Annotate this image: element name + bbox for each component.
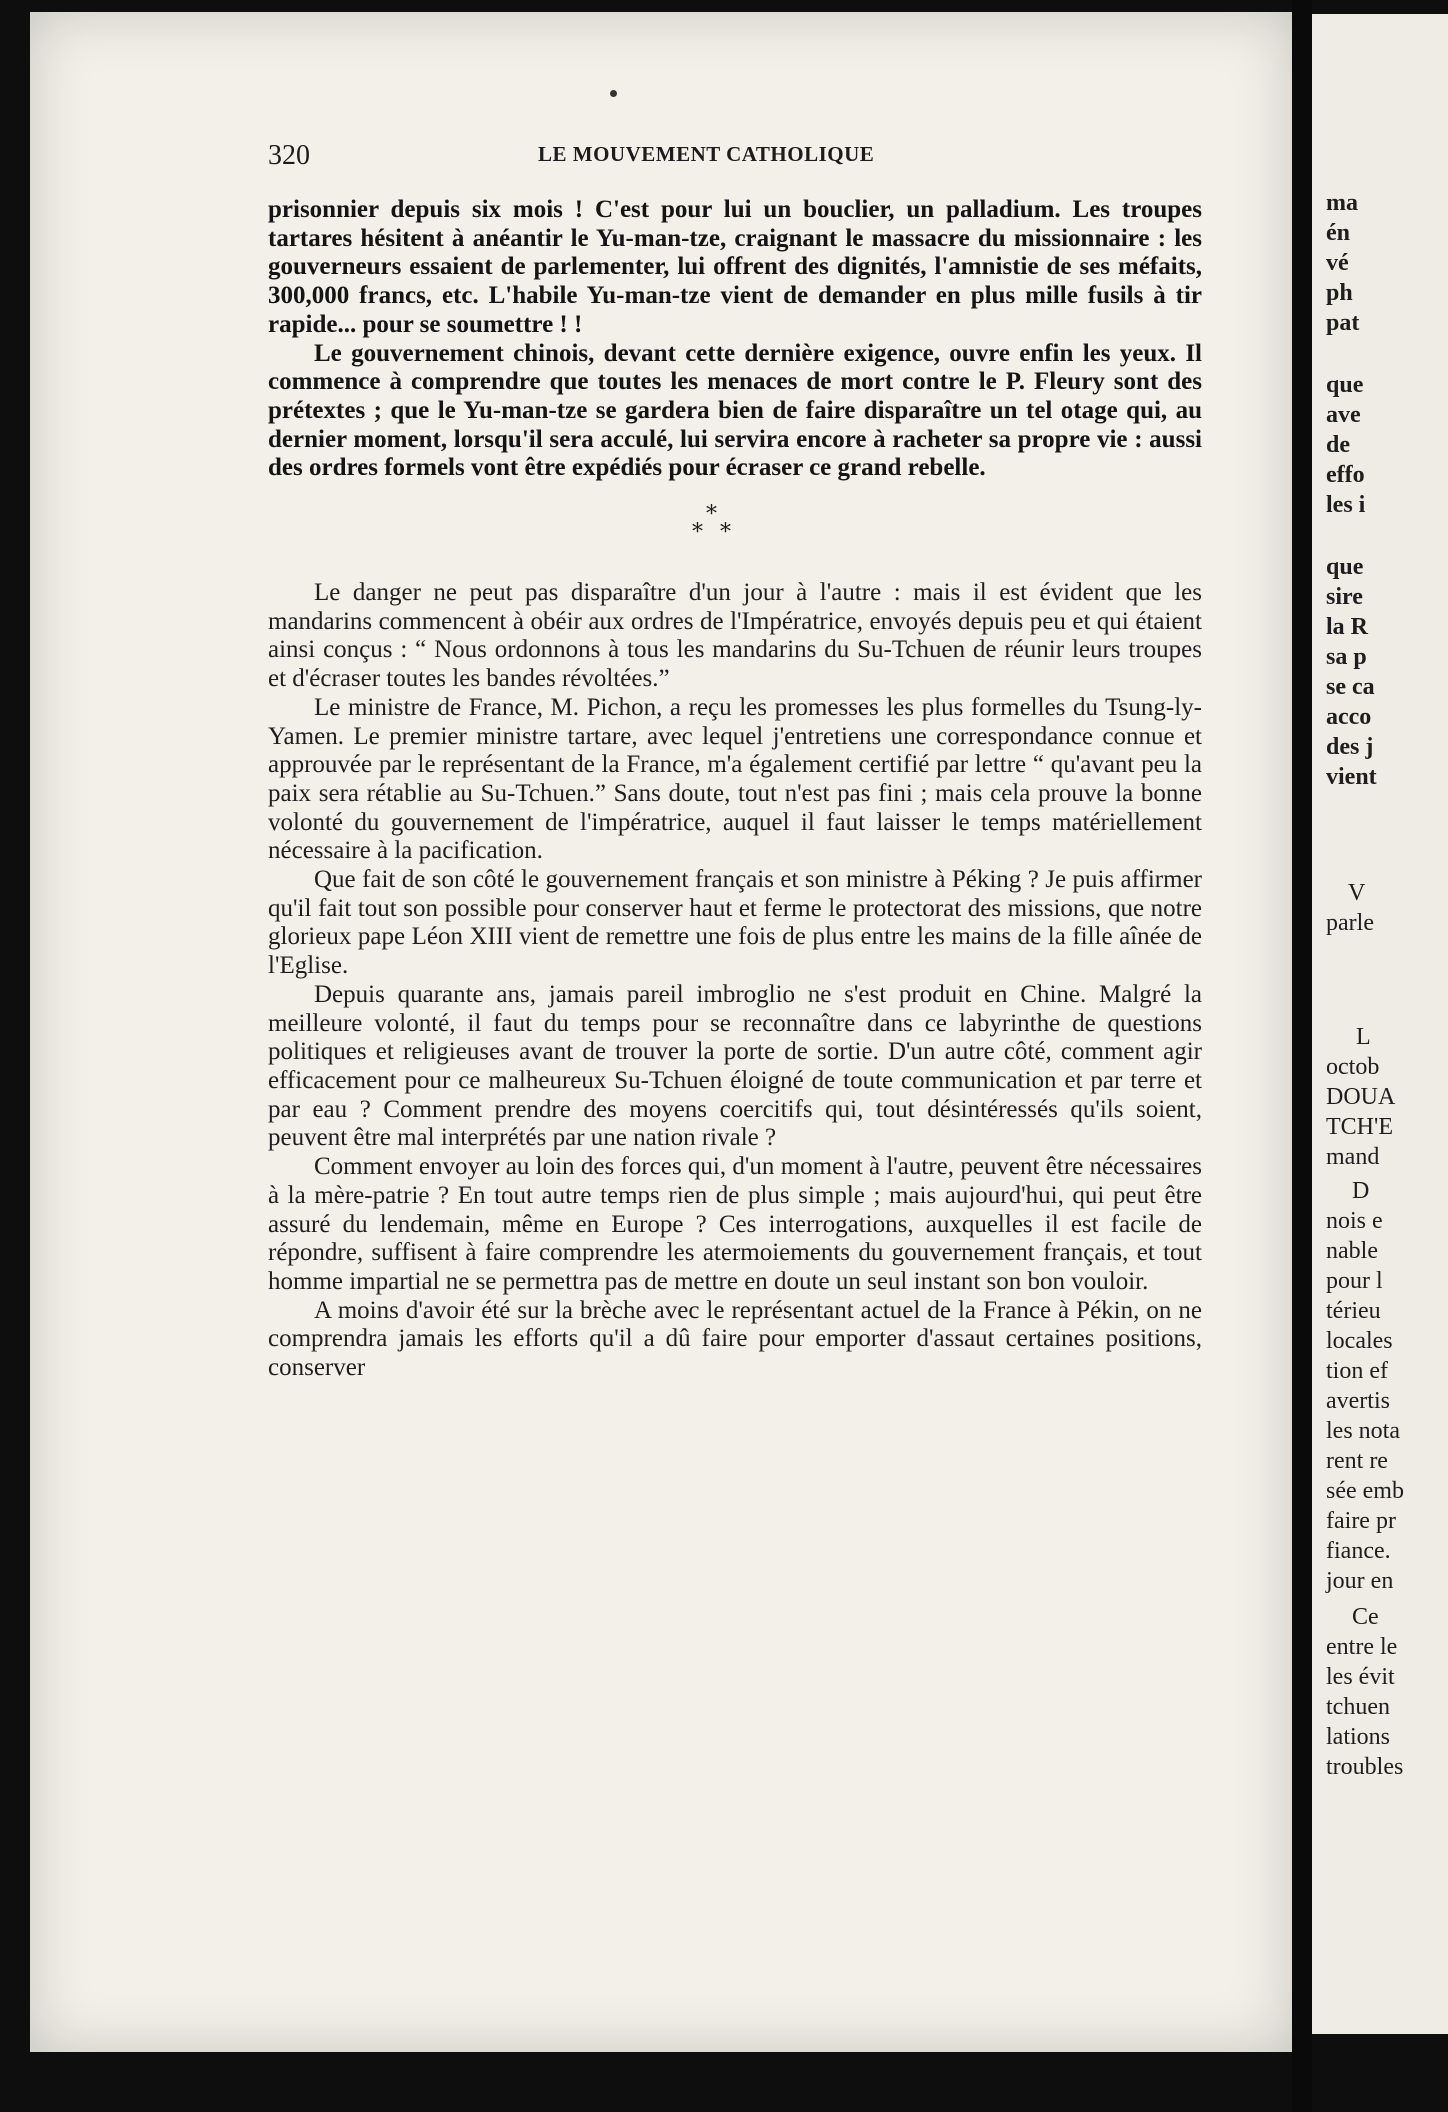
facing-page-fragment: Ce bbox=[1352, 1604, 1379, 1630]
facing-page bbox=[1312, 14, 1448, 2034]
facing-page-fragment: sire bbox=[1326, 584, 1363, 610]
facing-page-fragment: vient bbox=[1326, 764, 1377, 790]
asterism-star-right: * bbox=[720, 520, 731, 546]
paragraph-3: Que fait de son côté le gouvernement français et son ministre à Péking ? Je puis affirmer qu'il fait tout son possible pour conserver haut et ferme le protectorat des missions, que notre glorieux pape Léon XIII vient de remettre une fois de plus entre les mains de la fille aînée de l'Eglise. bbox=[268, 866, 1202, 980]
facing-page-fragment: pat bbox=[1326, 310, 1360, 336]
facing-page-fragment: nable bbox=[1326, 1238, 1378, 1264]
facing-page-fragment: des j bbox=[1326, 734, 1374, 760]
facing-page-fragment: jour en bbox=[1326, 1568, 1394, 1594]
facing-page-fragment: se ca bbox=[1326, 674, 1375, 700]
facing-page-fragment: sée emb bbox=[1326, 1478, 1404, 1504]
facing-page-fragment: les évit bbox=[1326, 1664, 1395, 1690]
asterism-star-left: * bbox=[692, 520, 703, 546]
facing-page-fragment: DOUA bbox=[1326, 1084, 1396, 1110]
facing-page-fragment: les nota bbox=[1326, 1418, 1400, 1444]
facing-page-fragment: locales bbox=[1326, 1328, 1393, 1354]
facing-page-fragment: TCH'E bbox=[1326, 1114, 1393, 1140]
facing-page-fragment: la R bbox=[1326, 614, 1368, 640]
paragraph-1: Le danger ne peut pas disparaître d'un jour à l'autre : mais il est évident que les mandarins commencent à obéir aux ordres de l'Impératrice, envoyés depuis peu et qui étaient ainsi conçus : “ Nous ordonnons à tous les mandarins du Su-Tchuen de réunir leurs troupes et d'écraser toutes les bandes révoltées.” bbox=[268, 579, 1202, 693]
running-head bbox=[268, 136, 1208, 176]
facing-page-fragment: tchuen bbox=[1326, 1694, 1390, 1720]
paragraph-bold-1: prisonnier depuis six mois ! C'est pour lui un bouclier, un palladium. Les troupes tartares hésitent à anéantir le Yu-man-tze, craignant le massacre du missionnaire : les gouverneurs essaient de parlementer, lui offrent des dignités, l'amnistie de ses méfaits, 300,000 francs, etc. L'habile Yu-man-tze vient de demander en plus mille fusils à tir rapide... pour se soumettre ! ! bbox=[268, 196, 1202, 338]
facing-page-fragment: én bbox=[1326, 220, 1350, 246]
facing-page-fragment: acco bbox=[1326, 704, 1372, 730]
paragraph-5: Comment envoyer au loin des forces qui, d'un moment à l'autre, peuvent être nécessaires à la mère-patrie ? En tout autre temps rien de plus simple ; mais aujourd'hui, qui peut être assuré du lendemain, même en Europe ? Ces interrogations, auxquelles il est facile de répondre, suffisent à faire comprendre les atermoiements du gouvernement français, et tout homme impartial ne se permettra pas de mettre en doute un seul instant son bon vouloir. bbox=[268, 1153, 1202, 1295]
facing-page-fragment: rent re bbox=[1326, 1448, 1388, 1474]
facing-page-fragment: octob bbox=[1326, 1054, 1380, 1080]
facing-page-fragment: de bbox=[1326, 432, 1350, 458]
facing-page-fragment: ma bbox=[1326, 190, 1358, 216]
page-number: 320 bbox=[268, 140, 310, 171]
facing-page-fragment: que bbox=[1326, 554, 1364, 580]
body-text bbox=[268, 196, 1202, 1383]
facing-page-fragment: entre le bbox=[1326, 1634, 1398, 1660]
facing-page-fragment: parle bbox=[1326, 910, 1374, 936]
facing-page-fragment: ave bbox=[1326, 402, 1361, 428]
facing-page-fragment: V bbox=[1348, 880, 1366, 906]
facing-page-fragment: les i bbox=[1326, 492, 1366, 518]
facing-page-fragment: L bbox=[1356, 1024, 1371, 1050]
facing-page-fragment: pour l bbox=[1326, 1268, 1383, 1294]
paragraph-6: A moins d'avoir été sur la brèche avec le représentant actuel de la France à Pékin, on ne comprendra jamais les efforts qu'il a dû faire pour emporter d'assaut certaines positions, conserver bbox=[268, 1296, 1202, 1382]
running-title: LE MOUVEMENT CATHOLIQUE bbox=[538, 142, 875, 166]
facing-page-fragment: effo bbox=[1326, 462, 1365, 488]
paragraph-4: Depuis quarante ans, jamais pareil imbroglio ne s'est produit en Chine. Malgré la meilleure volonté, il faut du temps pour se reconnaître dans ce labyrinthe de questions politiques et religieuses avant de trouver la porte de sortie. D'un autre côté, comment agir efficacement pour ce malheureux Su-Tchuen éloigné de toute communication et par terre et par eau ? Comment prendre des moyens coercitifs qui, tout désintéressés qu'ils soient, peuvent être mal interprétés par une nation rivale ? bbox=[268, 980, 1202, 1152]
facing-page-fragment: nois e bbox=[1326, 1208, 1383, 1234]
facing-page-fragment: térieu bbox=[1326, 1298, 1381, 1324]
facing-page-fragment: que bbox=[1326, 372, 1364, 398]
facing-page-fragment: tion ef bbox=[1326, 1358, 1388, 1384]
bold-section bbox=[268, 196, 1202, 483]
facing-page-fragment: lations bbox=[1326, 1724, 1390, 1750]
facing-page-fragment: fiance. bbox=[1326, 1538, 1391, 1564]
asterism bbox=[268, 493, 1202, 565]
facing-page-fragment: D bbox=[1352, 1178, 1370, 1204]
book-gutter bbox=[1292, 0, 1312, 2112]
facing-page-fragment: faire pr bbox=[1326, 1508, 1396, 1534]
asterism-star-top: * bbox=[706, 502, 717, 528]
facing-page-fragment: sa p bbox=[1326, 644, 1367, 670]
paragraph-2: Le ministre de France, M. Pichon, a reçu les promesses les plus formelles du Tsung-ly-Yamen. Le premier ministre tartare, avec lequel j'entretiens une correspondance connue et approuvée par le représentant de la France, m'a également certifié par lettre “ qu'avant peu la paix sera rétablie au Su-Tchuen.” Sans doute, tout n'est pas fini ; mais cela prouve la bonne volonté du gouvernement de l'impératrice, auquel il faut laisser le temps matériellement nécessaire à la pacification. bbox=[268, 693, 1202, 865]
facing-page-fragment: troubles bbox=[1326, 1754, 1404, 1780]
ink-dot bbox=[610, 90, 617, 97]
paragraph-bold-2: Le gouvernement chinois, devant cette dernière exigence, ouvre enfin les yeux. Il commence à comprendre que toutes les menaces de mort contre le P. Fleury sont des prétextes ; que le Yu-man-tze se gardera bien de faire disparaître un tel otage qui, au dernier moment, lorsqu'il sera acculé, lui servira encore à racheter sa propre vie : aussi des ordres formels vont être expédiés pour écraser ce grand rebelle. bbox=[268, 339, 1202, 482]
facing-page-fragment: vé bbox=[1326, 250, 1349, 276]
facing-page-fragment: avertis bbox=[1326, 1388, 1390, 1414]
facing-page-fragment: ph bbox=[1326, 280, 1353, 306]
facing-page-fragment: mand bbox=[1326, 1144, 1380, 1170]
